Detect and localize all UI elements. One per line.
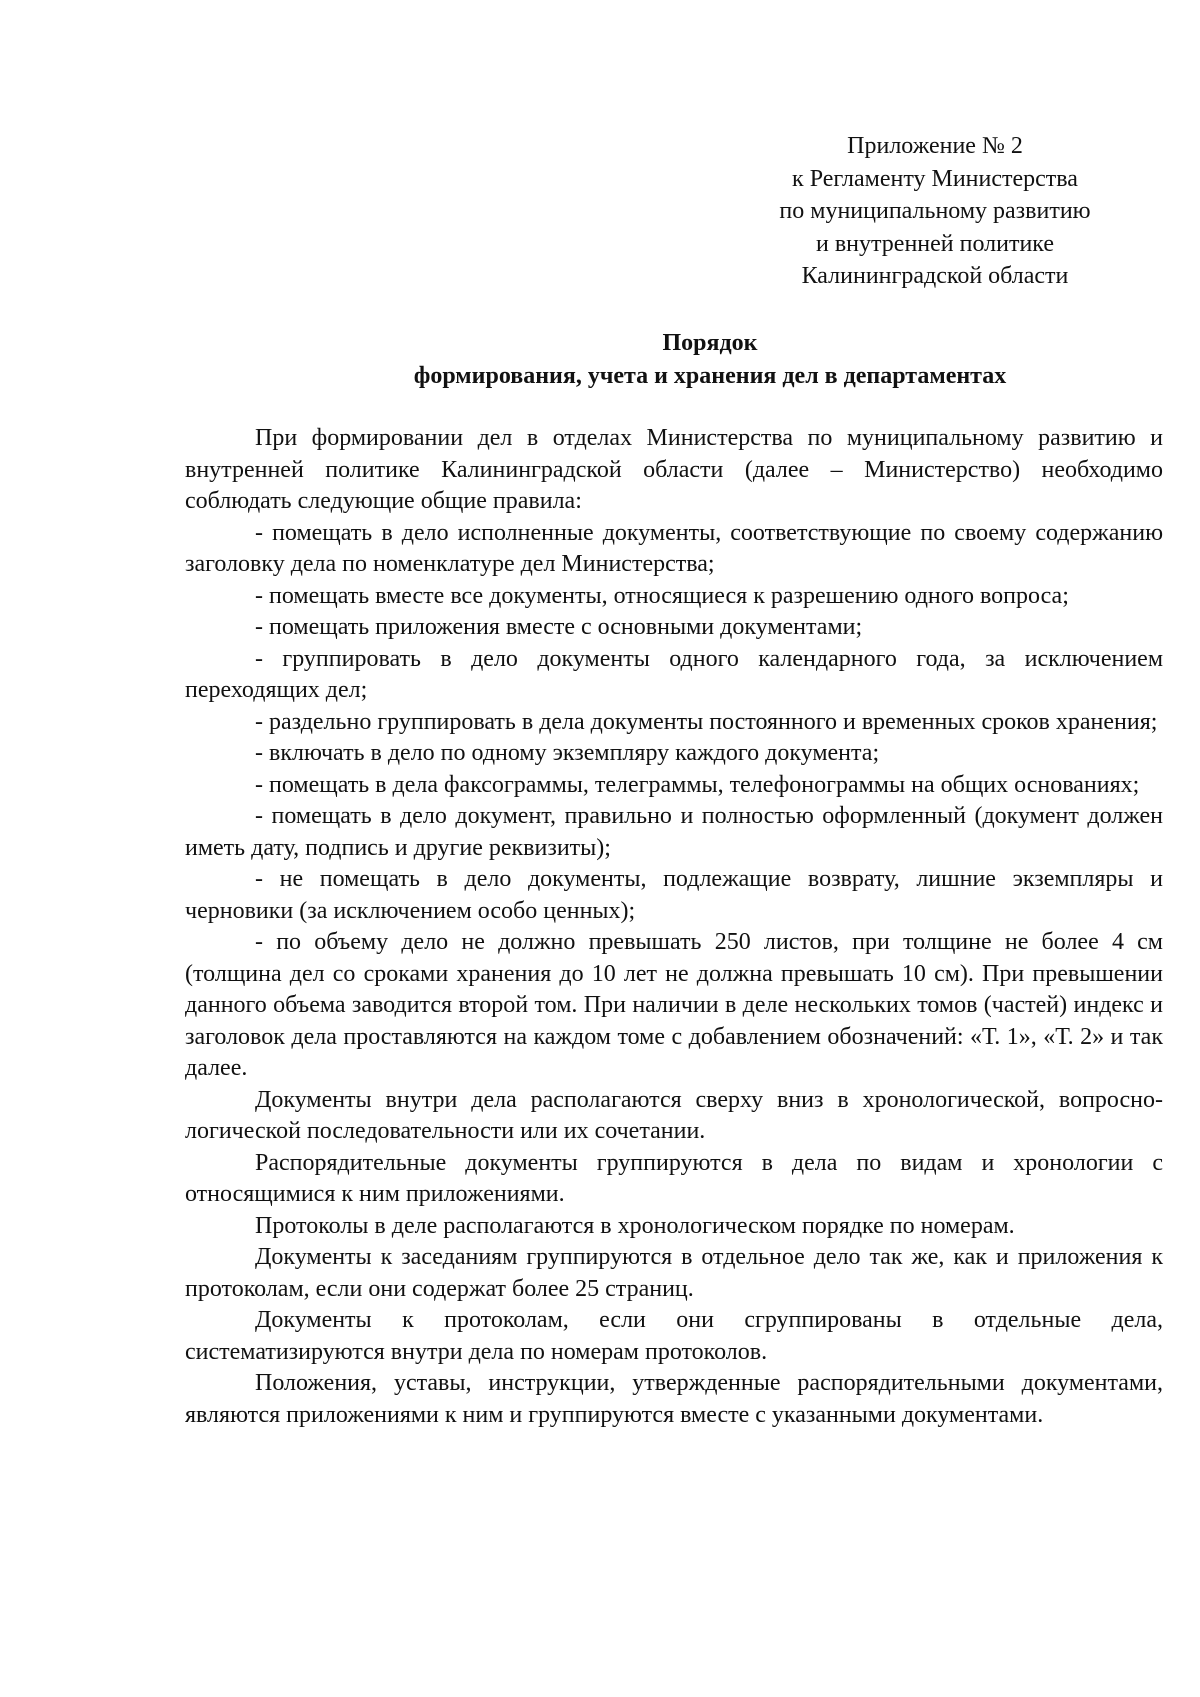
rule-item: - не помещать в дело документы, подлежащие возврату, лишние экземпляры и черновики (за исключением особо ценных); bbox=[185, 866, 1163, 924]
paragraph: При формировании дел в отделах Министерства по муниципальному развитию и внутренней политике Калининградской области (далее – Министерство) необходимо соблюдать следующие общие правила: bbox=[185, 425, 1163, 514]
document-body bbox=[185, 423, 1163, 1431]
rule-item: - помещать приложения вместе с основными документами; bbox=[255, 614, 863, 640]
rule-item: - раздельно группировать в дела документы постоянного и временных сроков хранения; bbox=[255, 708, 1158, 735]
rule-item: - помещать вместе все документы, относящиеся к разрешению одного вопроса; bbox=[255, 582, 1069, 609]
rule-item: - по объему дело не должно превышать 250 листов, при толщине не более 4 см (толщина дел со сроками хранения до 10 лет не должна превышать 10 см). При превышении данного объема заводится второй том. При наличии в деле нескольких томов (частей) индекс и заголовок дела проставляются на каждом томе с добавлением обозначений: «Т. 1», «Т. 2» и так далее. bbox=[185, 929, 1163, 1081]
appendix-line: по муниципальному развитию bbox=[779, 198, 1091, 224]
document-title bbox=[340, 327, 1080, 393]
paragraph: Документы к заседаниям группируются в отдельное дело так же, как и приложения к протоколам, если они содержат более 25 страниц. bbox=[185, 1244, 1163, 1302]
rule-item: - включать в дело по одному экземпляру каждого документа; bbox=[255, 740, 880, 766]
rule-item: - помещать в дела факсограммы, телеграммы, телефонограммы на общих основаниях; bbox=[255, 771, 1140, 798]
appendix-block bbox=[750, 130, 1120, 293]
rule-item: - помещать в дело исполненные документы, соответствующие по своему содержанию заголовку дела по номенклатуре дел Министерства; bbox=[185, 519, 1163, 577]
appendix-number: Приложение № 2 bbox=[847, 133, 1023, 159]
title-line-2: формирования, учета и хранения дел в департаментах bbox=[413, 363, 1007, 389]
paragraph: Документы к протоколам, если они сгруппированы в отдельные дела, систематизируются внутри дела по номерам протоколов. bbox=[185, 1307, 1163, 1365]
appendix-line: к Регламенту Министерства bbox=[792, 165, 1078, 192]
rule-item: - помещать в дело документ, правильно и полностью оформленный (документ должен иметь дату, подпись и другие реквизиты); bbox=[185, 803, 1163, 861]
paragraph: Документы внутри дела располагаются сверху вниз в хронологической, вопросно-логической последовательности или их сочетании. bbox=[185, 1086, 1163, 1144]
rule-item: - группировать в дело документы одного календарного года, за исключением переходящих дел; bbox=[185, 645, 1163, 703]
appendix-line: и внутренней политике bbox=[815, 230, 1055, 257]
paragraph: Протоколы в деле располагаются в хронологическом порядке по номерам. bbox=[255, 1212, 1015, 1239]
paragraph: Положения, уставы, инструкции, утвержденные распорядительными документами, являются приложениями к ним и группируются вместе с указанными документами. bbox=[185, 1370, 1163, 1428]
title-line-1: Порядок bbox=[662, 330, 758, 356]
paragraph: Распорядительные документы группируются в дела по видам и хронологии с относящимися к ним приложениями. bbox=[185, 1149, 1163, 1207]
appendix-line: Калининградской области bbox=[801, 263, 1069, 289]
